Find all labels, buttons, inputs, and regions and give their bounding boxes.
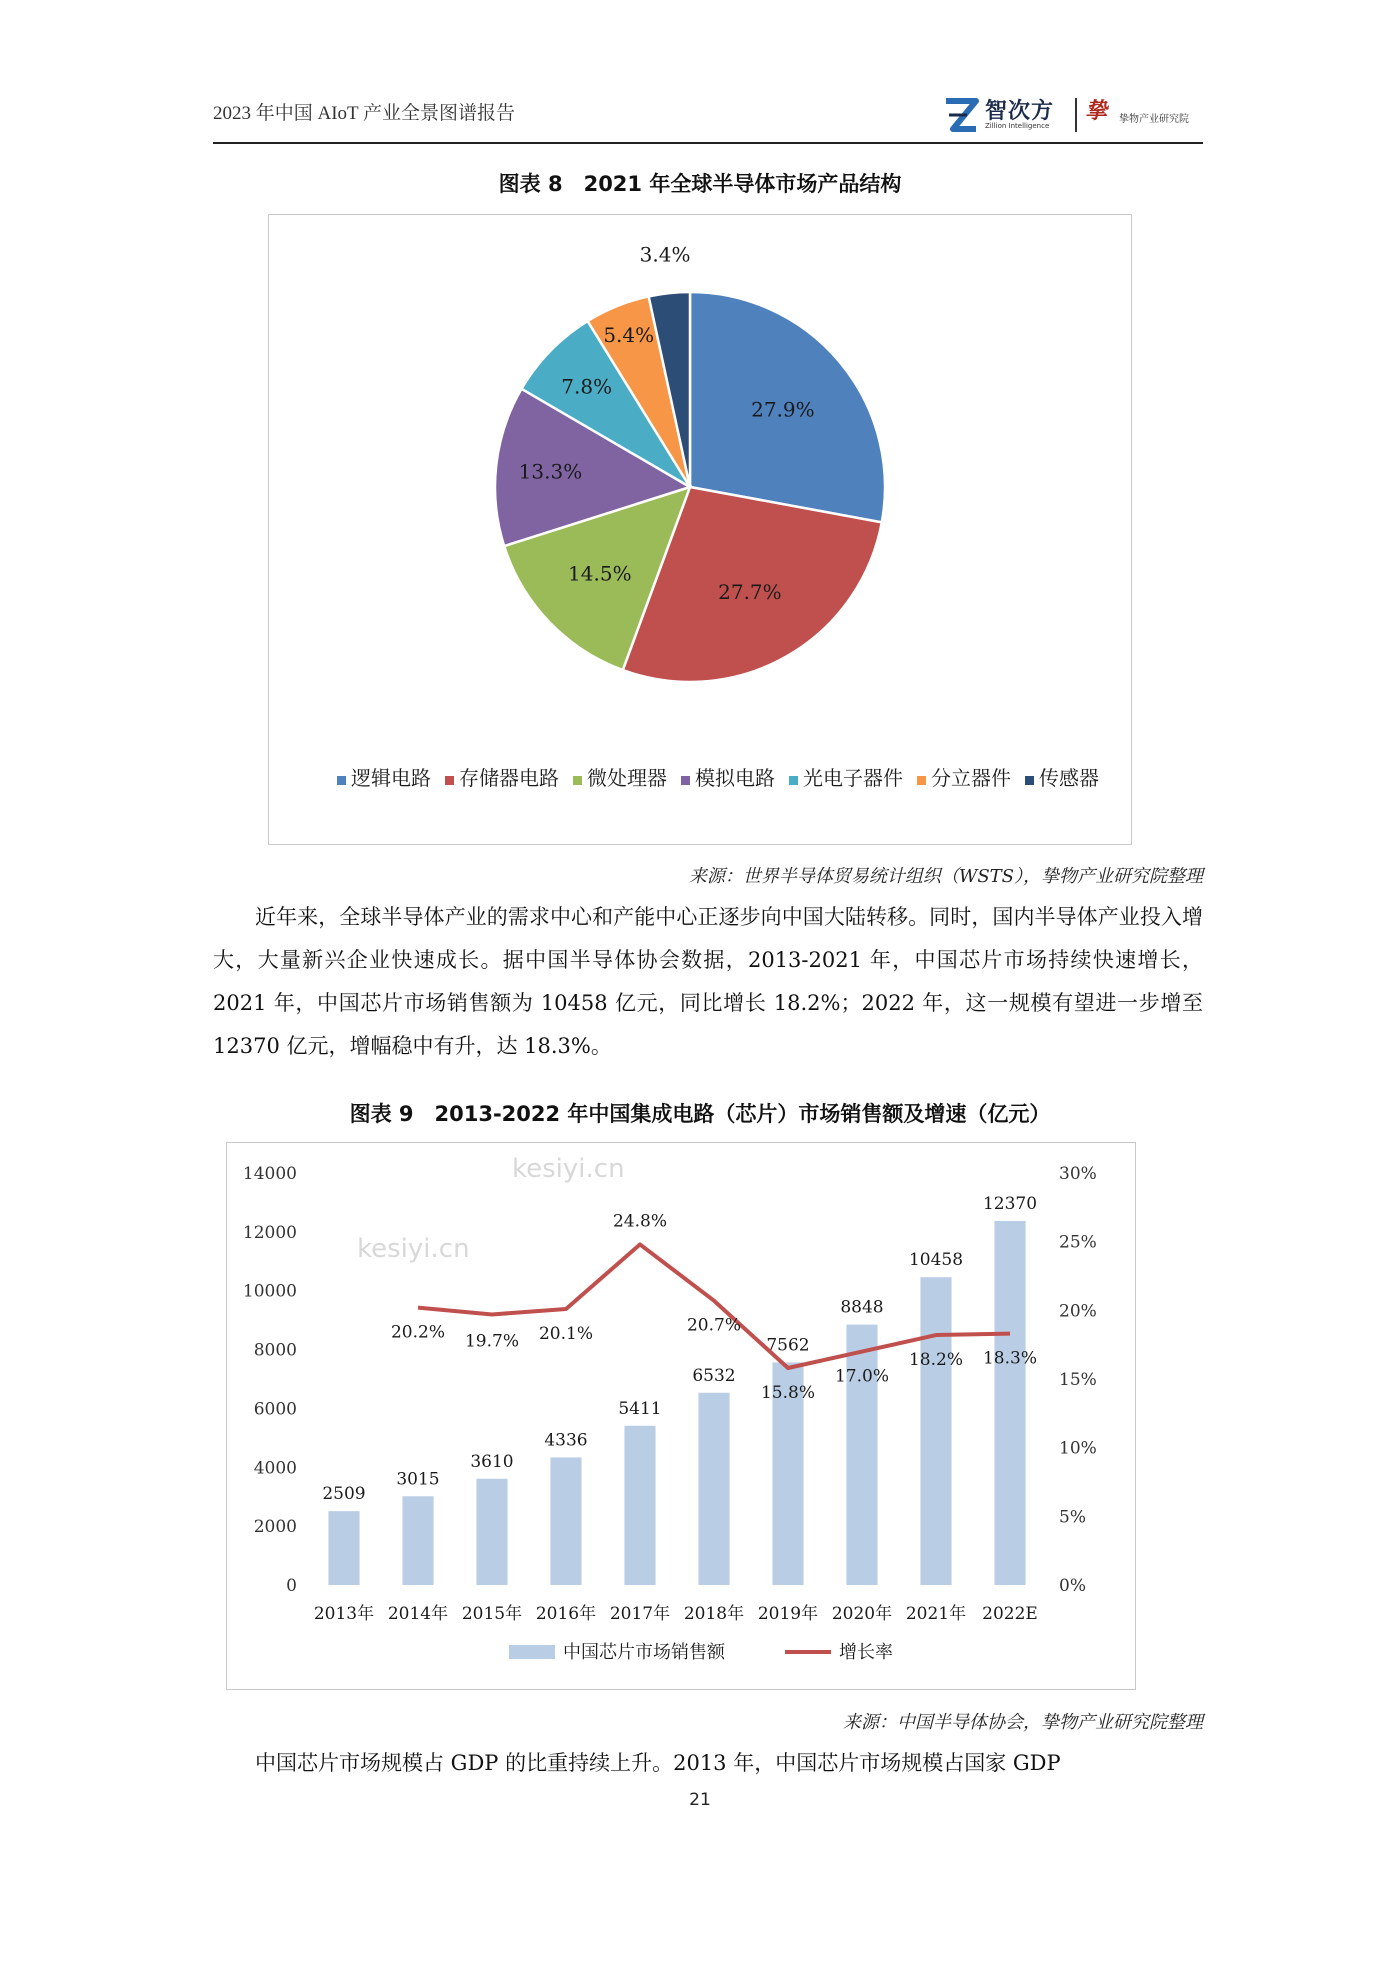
bar xyxy=(476,1479,507,1585)
logo-org-name: 挚物产业研究院 xyxy=(1119,114,1189,125)
y-left-tick-label: 12000 xyxy=(242,1222,297,1243)
pie-data-label: 7.8% xyxy=(561,374,613,399)
x-tick-label: 2016年 xyxy=(535,1604,597,1624)
y-right-tick-label: 20% xyxy=(1059,1301,1097,1322)
legend-label: 逻辑电路 xyxy=(351,766,431,790)
legend-swatch xyxy=(789,776,798,785)
legend-label: 模拟电路 xyxy=(695,766,775,790)
x-tick-label: 2021年 xyxy=(905,1604,967,1624)
figure9-source: 来源：中国半导体协会，挚物产业研究院整理 xyxy=(843,1712,1203,1733)
y-right-tick-label: 5% xyxy=(1059,1507,1086,1528)
line-data-label: 15.8% xyxy=(760,1383,816,1404)
bar xyxy=(920,1277,951,1585)
combo-chart xyxy=(227,1143,1135,1689)
line-data-label: 17.0% xyxy=(834,1366,890,1387)
report-title: 2023 年中国 AIoT 产业全景图谱报告 xyxy=(213,103,516,124)
bar-data-label: 6532 xyxy=(692,1365,736,1386)
pie-data-label: 27.9% xyxy=(751,397,815,422)
legend-swatch xyxy=(445,776,454,785)
pie-data-label: 5.4% xyxy=(603,323,655,348)
y-left-tick-label: 6000 xyxy=(253,1399,297,1420)
bar-data-label: 12370 xyxy=(982,1193,1038,1214)
bar xyxy=(550,1457,581,1585)
bar-data-label: 3015 xyxy=(396,1469,440,1490)
bar xyxy=(698,1393,729,1585)
figure8-title: 图表 8 2021 年全球半导体市场产品结构 xyxy=(498,172,902,196)
bar-data-label: 4336 xyxy=(544,1430,588,1451)
x-tick-label: 2014年 xyxy=(387,1604,449,1624)
y-right-tick-label: 30% xyxy=(1059,1164,1097,1184)
line-data-label: 19.7% xyxy=(464,1331,520,1352)
bar-data-label: 2509 xyxy=(322,1484,366,1505)
watermark-text: kesiyi.cn xyxy=(512,1154,625,1184)
y-right-tick-label: 15% xyxy=(1059,1370,1097,1390)
legend-swatch xyxy=(1025,776,1034,785)
pie-data-label: 27.7% xyxy=(718,580,782,605)
bar xyxy=(846,1325,877,1585)
legend-swatch xyxy=(509,1645,555,1659)
legend-swatch xyxy=(917,776,926,785)
paragraph-text: 近年来，全球半导体产业的需求中心和产能中心正逐步向中国大陆转移。同时，国内半导体产业投入增大，大量新兴企业快速成长。据中国半导体协会数据，2013-2021 年，中国芯片市场持续快速增长，2021 年，中国芯片市场销售额为 10458 亿元，同比增长 18.2%；2022 年，这一规模有望进一步增至 12370 亿元，增幅稳中有升，达 18.3%。 xyxy=(213,905,1203,1058)
figure8-source: 来源：世界半导体贸易统计组织（WSTS），挚物产业研究院整理 xyxy=(688,866,1203,887)
legend-label: 光电子器件 xyxy=(803,766,903,790)
x-tick-label: 2018年 xyxy=(683,1604,745,1624)
y-right-tick-label: 10% xyxy=(1059,1438,1097,1459)
y-right-tick-label: 25% xyxy=(1059,1232,1097,1253)
body-paragraph-1 xyxy=(213,896,1203,1068)
zillion-logo-icon xyxy=(943,95,979,135)
x-tick-label: 2022E xyxy=(982,1604,1038,1624)
y-left-tick-label: 0 xyxy=(286,1576,297,1596)
legend-label: 微处理器 xyxy=(587,766,667,790)
legend-swatch xyxy=(573,776,582,785)
legend-swatch xyxy=(681,776,690,785)
x-tick-label: 2020年 xyxy=(831,1604,893,1624)
logo-divider xyxy=(1075,98,1077,132)
paragraph-text: 中国芯片市场规模占 GDP 的比重持续上升。2013 年，中国芯片市场规模占国家 GDP xyxy=(255,1751,1061,1775)
y-left-tick-label: 4000 xyxy=(253,1458,297,1479)
x-tick-label: 2013年 xyxy=(313,1604,375,1624)
legend-label: 中国芯片市场销售额 xyxy=(563,1642,725,1663)
line-data-label: 18.3% xyxy=(982,1348,1038,1369)
line-data-label: 20.7% xyxy=(686,1315,742,1336)
body-paragraph-2 xyxy=(213,1742,1203,1785)
y-left-tick-label: 14000 xyxy=(242,1164,297,1184)
y-right-tick-label: 0% xyxy=(1059,1576,1086,1596)
line-data-label: 20.1% xyxy=(538,1323,594,1344)
x-tick-label: 2019年 xyxy=(757,1604,819,1624)
legend-swatch xyxy=(337,776,346,785)
page-number: 21 xyxy=(689,1790,711,1810)
legend-label: 传感器 xyxy=(1039,766,1099,790)
line-data-label: 18.2% xyxy=(908,1350,964,1371)
bar-data-label: 10458 xyxy=(908,1250,964,1271)
page-header xyxy=(213,92,1203,144)
x-tick-label: 2015年 xyxy=(461,1604,523,1624)
y-left-tick-label: 10000 xyxy=(242,1281,297,1302)
legend-label: 增长率 xyxy=(839,1642,893,1663)
logo-brand-name: 智次方 xyxy=(985,99,1055,124)
legend-label: 存储器电路 xyxy=(459,766,559,790)
zhiwu-logo-mark: 挚 xyxy=(1085,98,1108,124)
bar-data-label: 7562 xyxy=(766,1335,810,1356)
line-data-label: 24.8% xyxy=(612,1211,668,1232)
pie-chart xyxy=(269,215,1131,844)
bar-data-label: 3610 xyxy=(470,1451,514,1472)
bar xyxy=(328,1511,359,1585)
pie-data-label: 14.5% xyxy=(568,561,632,586)
pie-chart-frame xyxy=(268,214,1132,845)
logo-area xyxy=(943,92,1203,140)
bar-data-label: 8848 xyxy=(840,1297,884,1318)
bar-data-label: 5411 xyxy=(618,1398,662,1419)
figure9-title: 图表 9 2013-2022 年中国集成电路（芯片）市场销售额及增速（亿元） xyxy=(349,1102,1051,1126)
bar xyxy=(994,1221,1025,1585)
watermark-text: kesiyi.cn xyxy=(357,1234,470,1264)
bar xyxy=(402,1496,433,1585)
x-tick-label: 2017年 xyxy=(609,1604,671,1624)
pie-data-label: 13.3% xyxy=(518,459,583,484)
bar xyxy=(624,1426,655,1585)
y-left-tick-label: 2000 xyxy=(253,1517,297,1538)
legend-label: 分立器件 xyxy=(931,766,1011,790)
logo-brand-english: Zillion Intelligence xyxy=(985,122,1050,130)
line-data-label: 20.2% xyxy=(390,1322,446,1343)
pie-data-label: 3.4% xyxy=(639,242,691,267)
y-left-tick-label: 8000 xyxy=(253,1340,297,1361)
combo-chart-frame xyxy=(226,1142,1136,1690)
